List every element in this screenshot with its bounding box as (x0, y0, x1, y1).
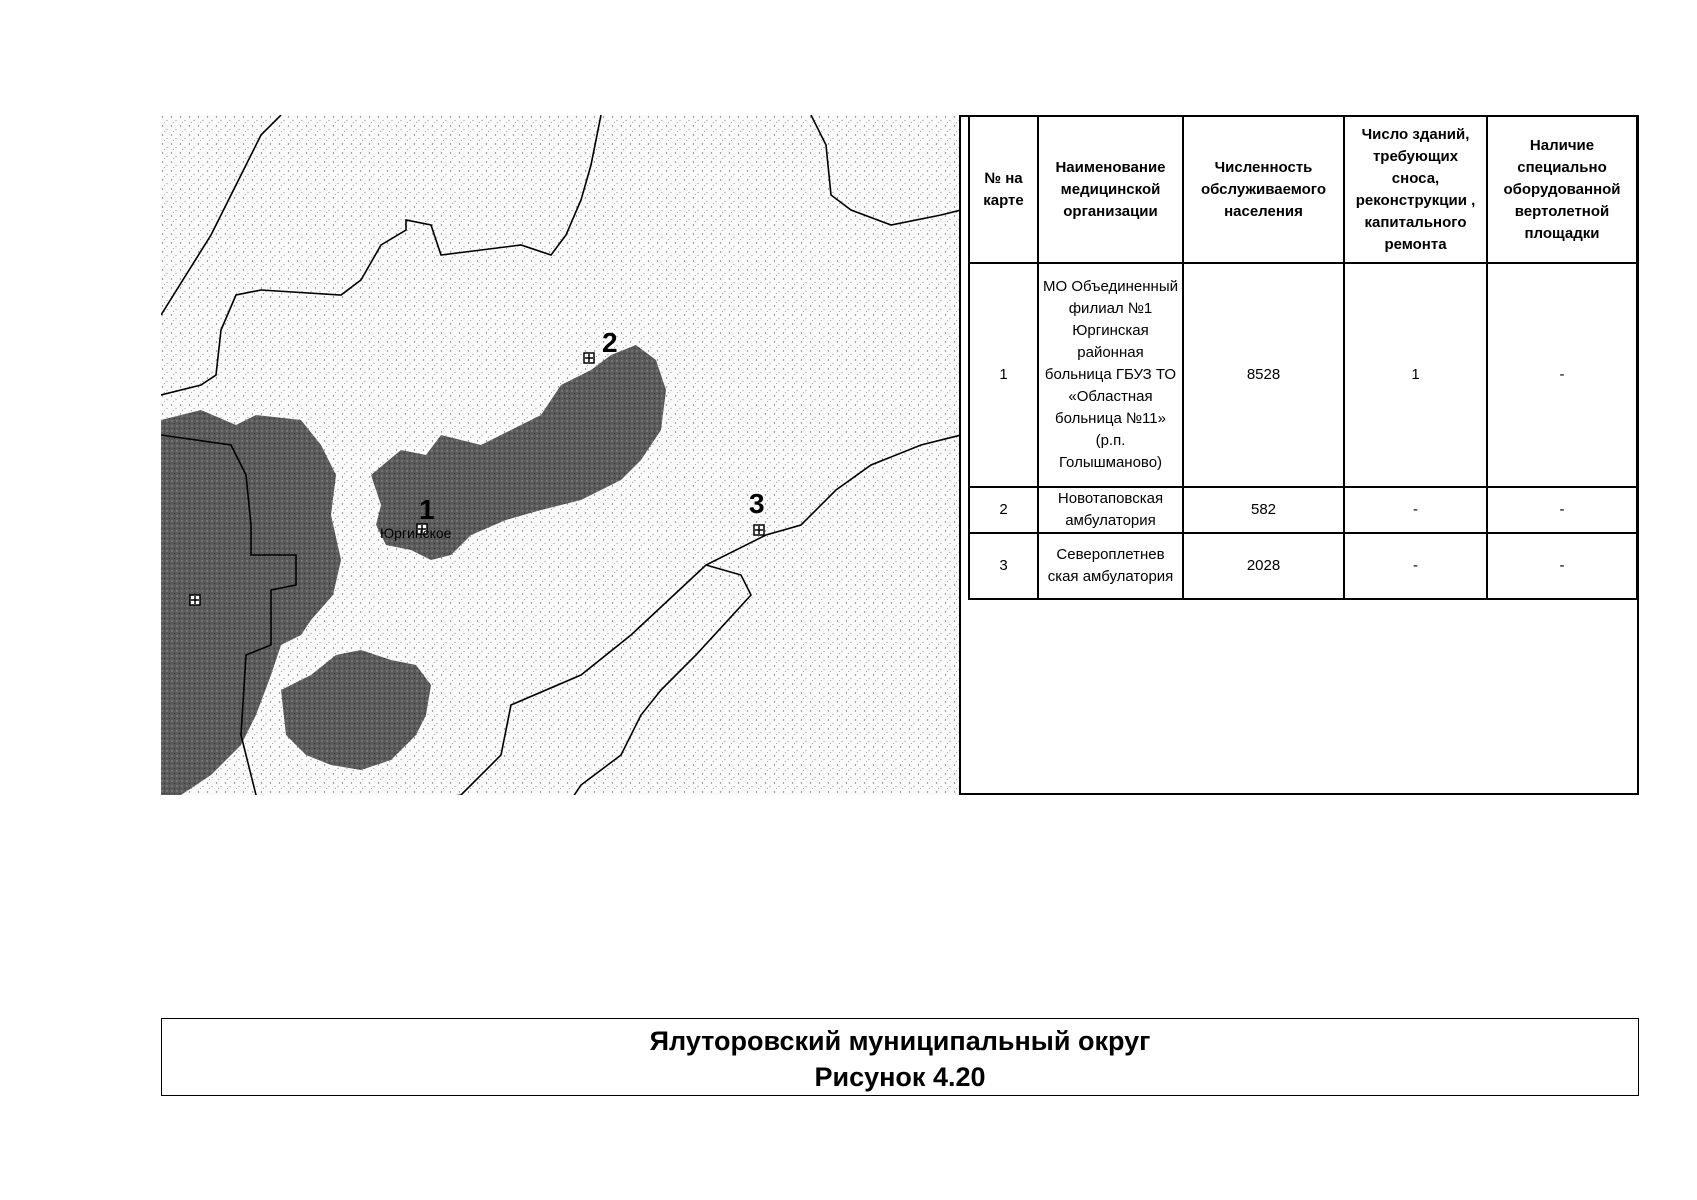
place-label: Юргинское (380, 525, 452, 541)
cell-buildings-repair: - (1344, 487, 1487, 533)
table-row (969, 263, 1637, 487)
map-svg (161, 115, 961, 795)
header-helipad: Наличие специально оборудованной вертолетной площадки (1487, 116, 1637, 263)
cell-organization-name: Новотаповская амбулатория (1038, 487, 1183, 533)
cell-population: 2028 (1183, 533, 1344, 599)
cell-organization-name: МО Объединенный филиал №1 Юргинская районная больница ГБУЗ ТО «Областная больница №11» (р.п. Голышманово) (1038, 263, 1183, 487)
cell-organization-name: Североплетнев ская амбулатория (1038, 533, 1183, 599)
header-population: Численность обслуживаемого населения (1183, 116, 1344, 263)
header-organization-name: Наименование медицинской организации (1038, 116, 1183, 263)
cell-map-number: 2 (969, 487, 1038, 533)
cell-helipad: - (1487, 487, 1637, 533)
marker-label-2: 2 (602, 327, 618, 358)
caption-figure-number: Рисунок 4.20 (814, 1062, 986, 1092)
cell-buildings-repair: 1 (1344, 263, 1487, 487)
marker-label-1: 1 (419, 494, 435, 525)
table-row (969, 533, 1637, 599)
cell-helipad: - (1487, 263, 1637, 487)
header-buildings-repair: Число зданий, требующих сноса, реконструкции , капитального ремонта (1344, 116, 1487, 263)
cell-map-number: 1 (969, 263, 1038, 487)
cell-helipad: - (1487, 533, 1637, 599)
cell-map-number: 3 (969, 533, 1038, 599)
cell-buildings-repair: - (1344, 533, 1487, 599)
table-header-row (969, 116, 1637, 263)
figure-caption (161, 1018, 1639, 1096)
cell-population: 8528 (1183, 263, 1344, 487)
map-panel (161, 115, 961, 795)
table-row (969, 487, 1637, 533)
caption-title: Ялуторовский муниципальный округ (649, 1026, 1151, 1056)
medical-organizations-table (968, 115, 1638, 600)
map-marker-unlabeled (190, 595, 200, 605)
header-map-number: № на карте (969, 116, 1038, 263)
cell-population: 582 (1183, 487, 1344, 533)
marker-label-3: 3 (749, 488, 765, 519)
